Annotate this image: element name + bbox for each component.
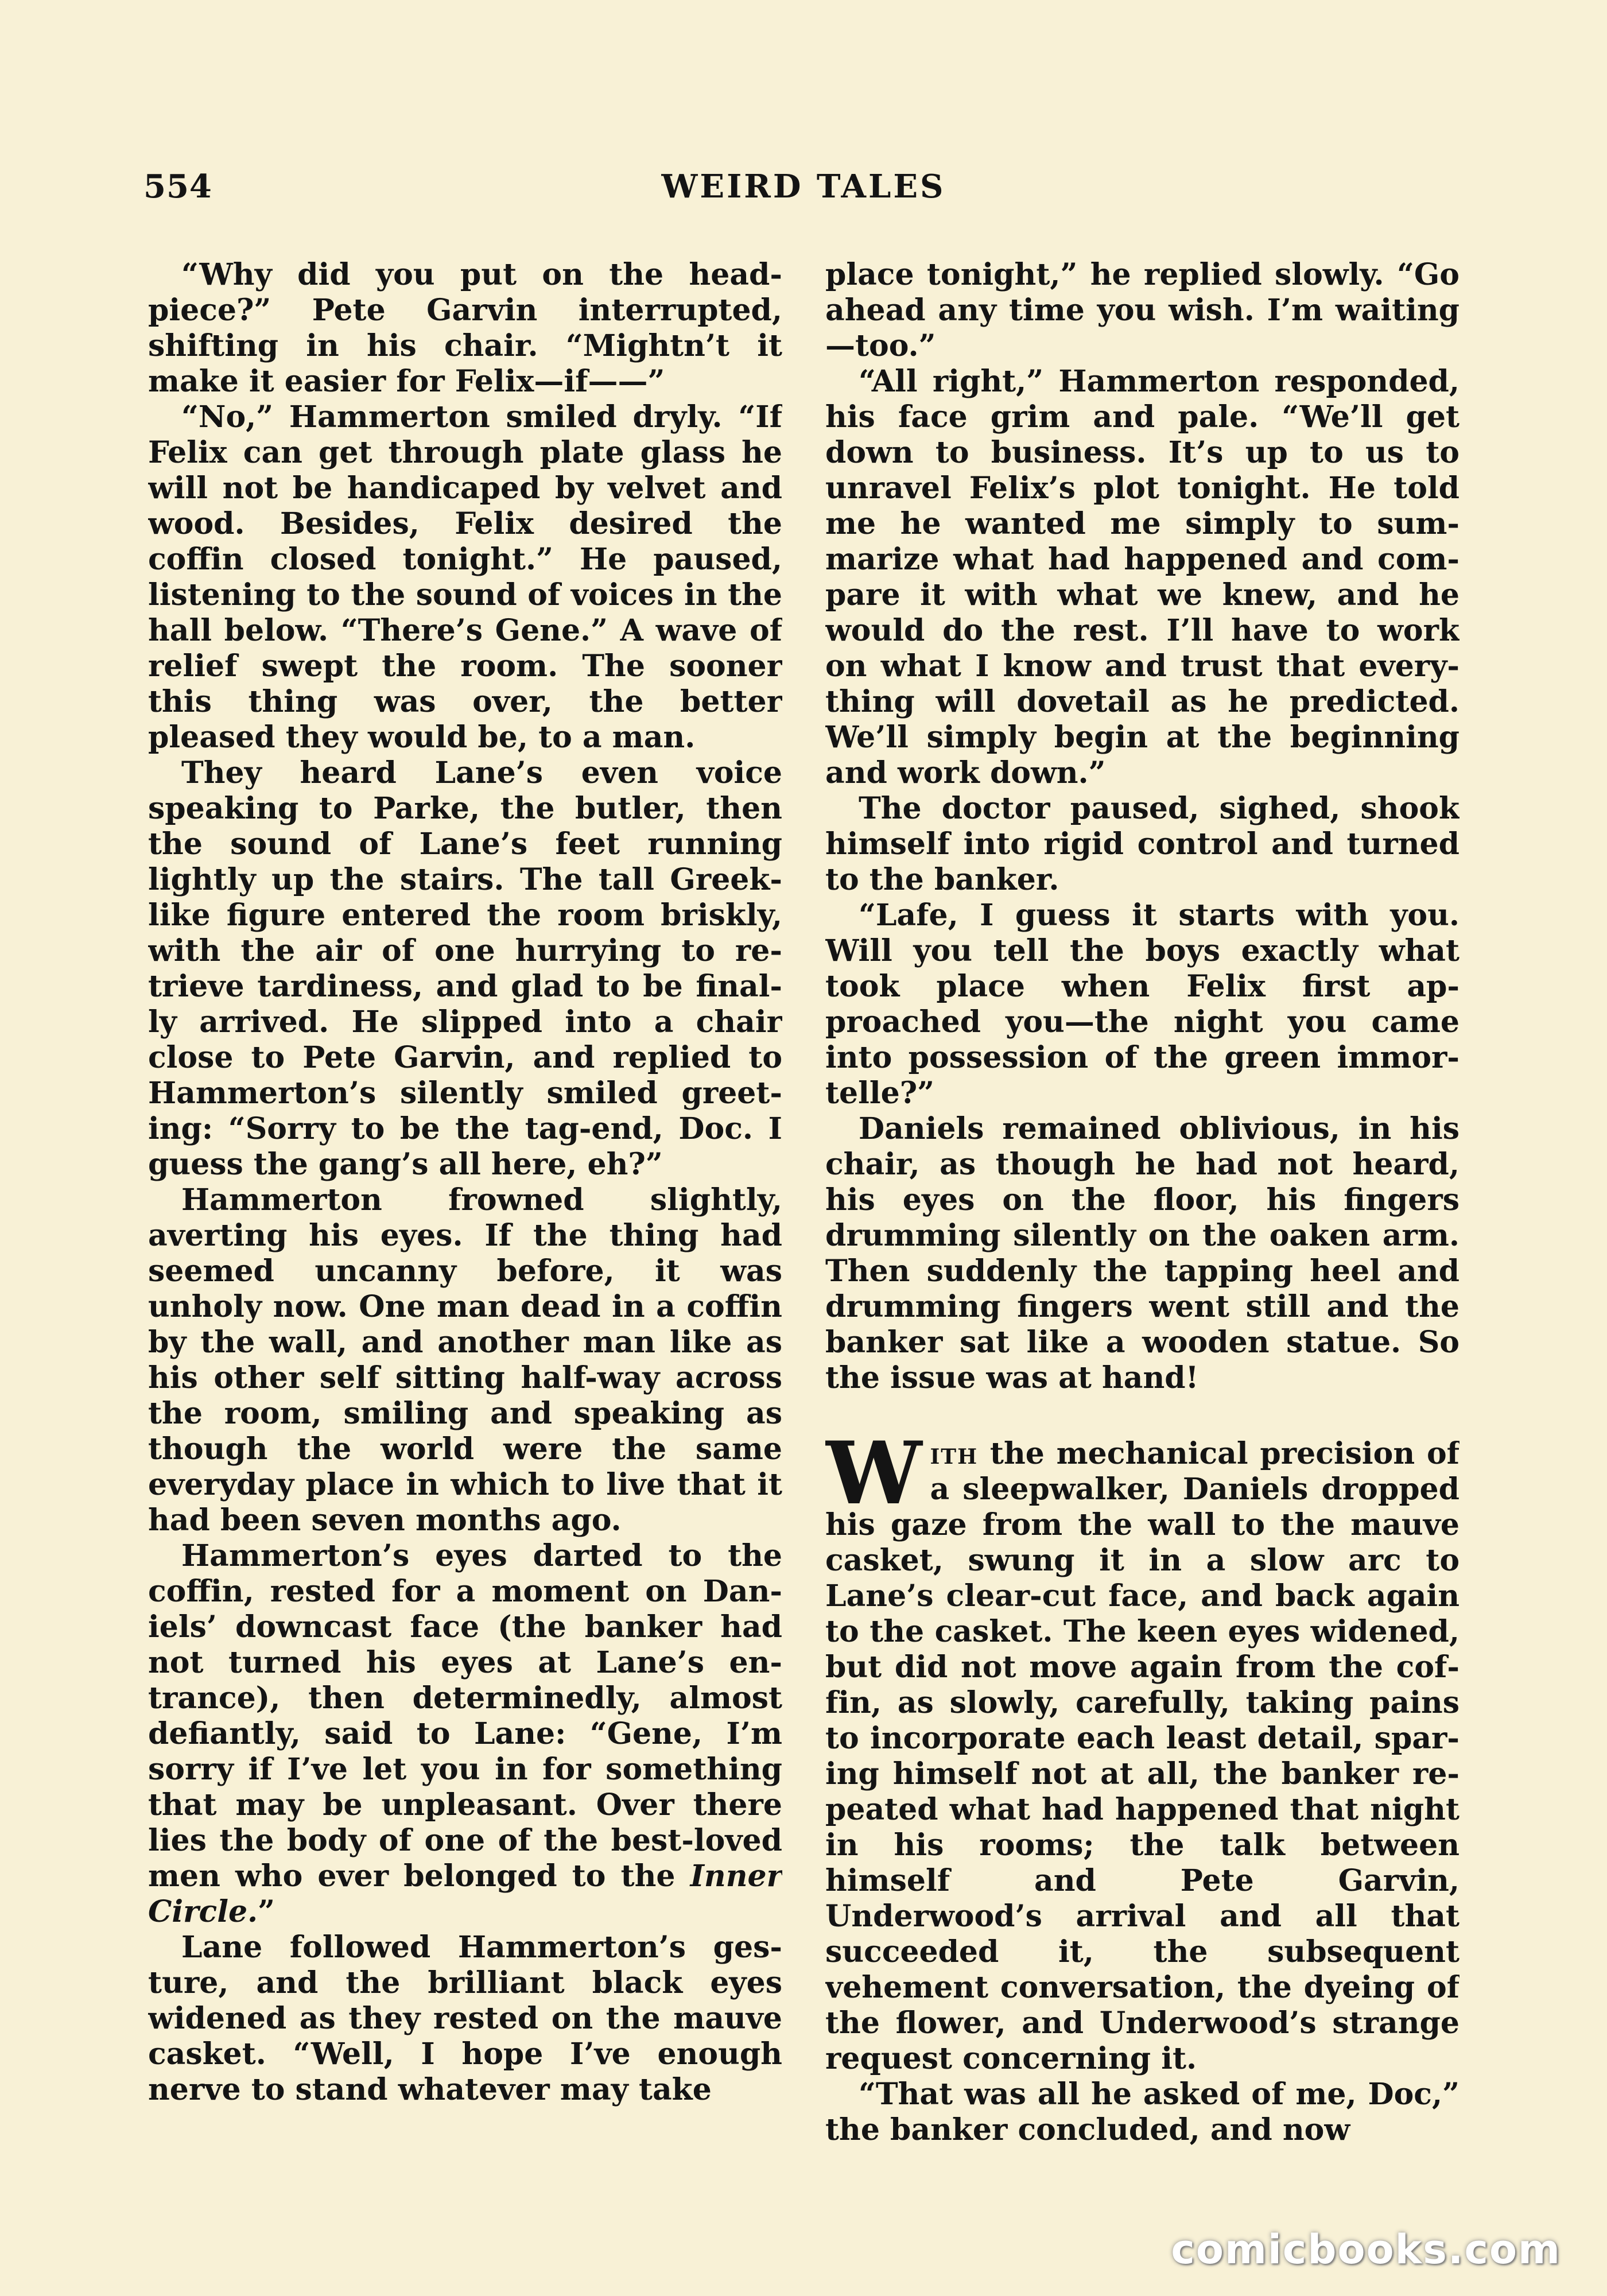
- paragraph-text: Hammerton’s eyes darted to the coffin, rested for a moment on Daniels’ downcast face (the banker had not turned his eyes at Lane’s entrance), then determinedly, almost defiantly, said to Lane: “Gene, I’m sorry if I’ve let you in for something that may be unpleasant. Over there lies the body of one of the best-loved men who ever belonged to the: [148, 1538, 782, 1894]
- right-column: [825, 257, 1460, 2174]
- paragraph: [148, 1538, 782, 1930]
- paragraph: Daniels remained oblivious, in his chair, as though he had not heard, his eyes on the floor, his fingers drumming silently on the oaken arm. Then suddenly the tapping heel and drumming fingers went still and the banker sat like a wooden statue. So the issue was at hand!: [825, 1111, 1460, 1395]
- small-caps-lead: ith: [930, 1436, 979, 1471]
- watermark: comicbooks.com: [1171, 2226, 1561, 2273]
- paragraph: The doctor paused, sighed, shook himself into rigid control and turned to the banker.: [825, 791, 1460, 897]
- left-column: [148, 257, 782, 2174]
- paragraph: “Lafe, I guess it starts with you. Will you tell the boys exactly what took place when Felix first approached you—the night you came into possession of the green immortelle?”: [825, 898, 1460, 1111]
- running-title: WEIRD TALES: [661, 168, 946, 205]
- page-header: [143, 168, 1464, 214]
- paragraph: “All right,” Hammerton responded, his face grim and pale. “We’ll get down to business. It’s up to us to unravel Felix’s plot tonight. He told me he wanted me simply to summarize what had happened and compare it with what we knew, and he would do the rest. I’ll have to work on what I know and trust that everything will dovetail as he predicted. We’ll simply begin at the beginning and work down.”: [825, 364, 1460, 790]
- page-number: 554: [143, 168, 212, 205]
- paragraph: “That was all he asked of me, Doc,” the banker concluded, and now: [825, 2077, 1460, 2147]
- paragraph: Lane followed Hammerton’s gesture, and the brilliant black eyes widened as they rested on the mauve casket. “Well, I hope I’ve enough nerve to stand whatever may take: [148, 1930, 782, 2107]
- italic-phrase: Inner Circle.: [148, 1859, 782, 1929]
- paragraph-continued: place tonight,” he replied slowly. “Go ahead any time you wish. I’m waiting—too.”: [825, 257, 1460, 363]
- closing-quote: ”: [258, 1894, 275, 1929]
- drop-cap: W: [825, 1423, 922, 1524]
- paragraph-text: the mechanical precision of a sleepwalker, Daniels dropped his gaze from the wall to the mauve casket, swung it in a slow arc to Lane’s clear-cut face, and back again to the casket. The keen eyes widened, but did not move again from the coffin, as slowly, carefully, taking pains to incorporate each least detail, sparing himself not at all, the banker repeated what had happened that night in his rooms; the talk between himself and Pete Garvin, Underwood’s arrival and all that succeeded it, the subsequent vehement conversation, the dyeing of the flower, and Underwood’s strange request concerning it.: [825, 1436, 1460, 2076]
- section-opening-paragraph: [825, 1423, 1460, 2077]
- paragraph: “Why did you put on the headpiece?” Pete Garvin interrupted, shifting in his chair. “Mightn’t it make it easier for Felix—if——”: [148, 257, 782, 399]
- paragraph: “No,” Hammerton smiled dryly. “If Felix can get through plate glass he will not be handicaped by velvet and wood. Besides, Felix desired the coffin closed tonight.” He paused, listening to the sound of voices in the hall below. “There’s Gene.” A wave of relief swept the room. The sooner this thing was over, the better pleased they would be, to a man.: [148, 400, 782, 755]
- paragraph: They heard Lane’s even voice speaking to Parke, the butler, then the sound of Lane’s feet running lightly up the stairs. The tall Greeklike figure entered the room briskly, with the air of one hurrying to retrieve tardiness, and glad to be finally arrived. He slipped into a chair close to Pete Garvin, and replied to Hammerton’s silently smiled greeting: “Sorry to be the tag-end, Doc. I guess the gang’s all here, eh?”: [148, 755, 782, 1182]
- paragraph: Hammerton frowned slightly, averting his eyes. If the thing had seemed uncanny before, it was unholy now. One man dead in a coffin by the wall, and another man like as his other self sitting half-way across the room, smiling and speaking as though the world were the same everyday place in which to live that it had been seven months ago.: [148, 1182, 782, 1538]
